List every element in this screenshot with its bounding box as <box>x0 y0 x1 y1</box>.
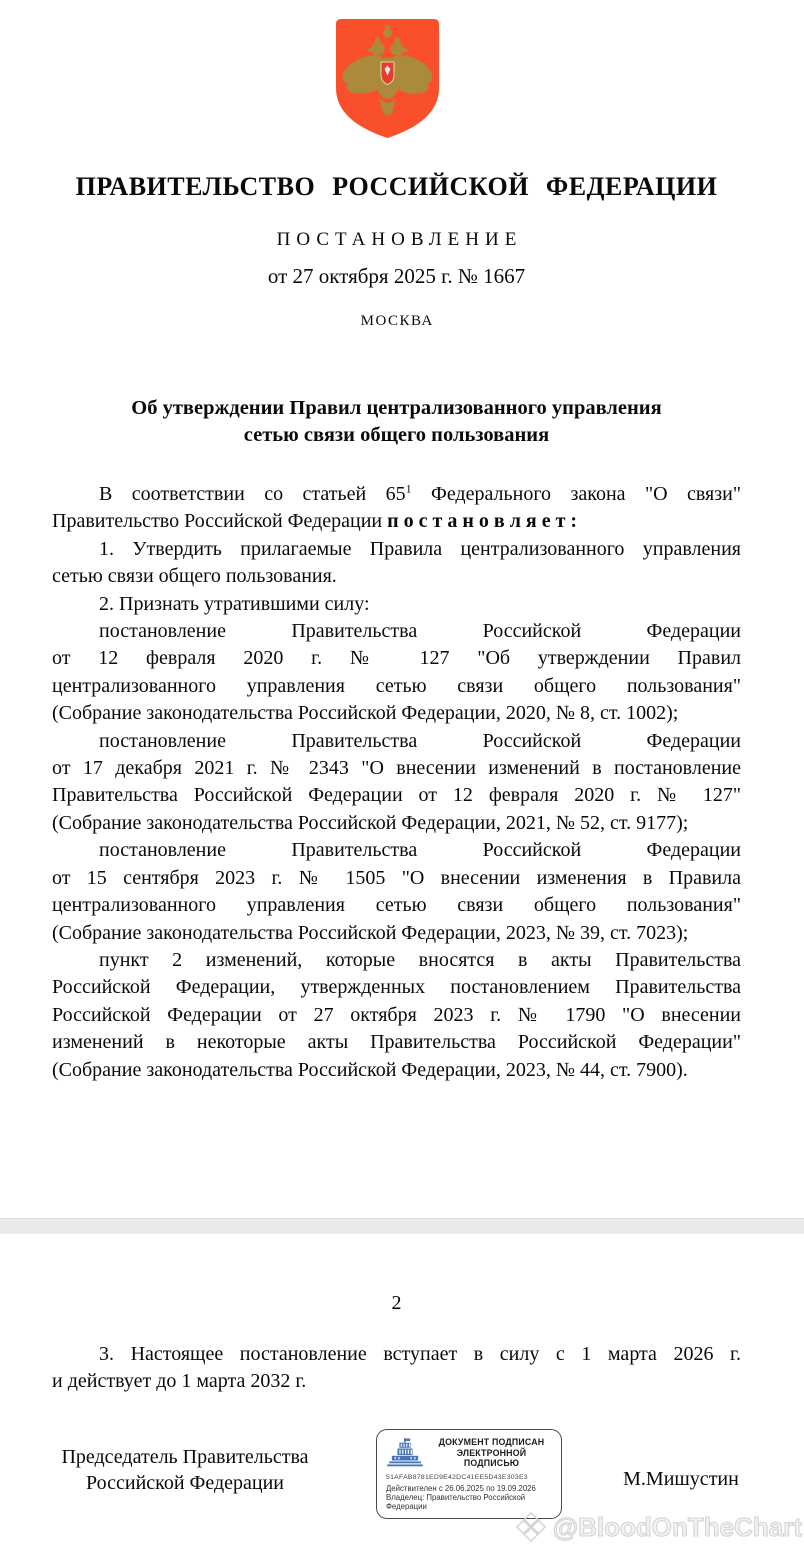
page-number: 2 <box>391 1292 402 1314</box>
government-building-icon <box>386 1438 424 1468</box>
paragraph-line <box>52 508 741 535</box>
digital-signature-stamp <box>376 1429 562 1519</box>
doc-type-label: ПОСТАНОВЛЕНИЕ <box>276 229 523 250</box>
footnote-superscript: 1 <box>405 481 412 496</box>
paragraph-line: Правительства Российской Федерации от 12 февраля 2020 г. № 127" <box>52 784 741 807</box>
diamond-icon <box>515 1511 547 1543</box>
paragraph-line: (Собрание законодательства Российской Федерации, 2020, № 8, ст. 1002); <box>52 702 679 725</box>
paragraph <box>52 591 741 618</box>
paragraph-line: Российской Федерации от 27 октября 2023 г. № 1790 "О внесении <box>52 1003 741 1026</box>
coat-of-arms-icon <box>335 18 440 140</box>
paragraph-line: централизованного управления сетью связи общего пользования" <box>52 894 741 917</box>
paragraph <box>52 837 741 947</box>
signer-name: М.Мишустин <box>623 1468 739 1490</box>
paragraph-line: постановление Правительства Российской Федерации <box>99 729 741 752</box>
paragraph-line: 1. Утвердить прилагаемые Правила централизованного управления <box>99 537 741 560</box>
paragraph-line: и действует до 1 марта 2032 г. <box>52 1370 307 1393</box>
document-title-line: Об утверждении Правил централизованного управления <box>131 397 662 419</box>
certificate-number: 51AFAB8781ED9E42DC41EE5D43E303E3 <box>386 1473 528 1481</box>
paragraph-line: (Собрание законодательства Российской Федерации, 2021, № 52, ст. 9177); <box>52 811 689 834</box>
paragraph <box>52 1341 741 1396</box>
signer-title <box>52 1444 318 1496</box>
preamble-text: Федерального закона "О связи" <box>411 483 742 505</box>
validity-period: Действителен с 26.06.2025 по 19.09.2026 <box>386 1483 536 1493</box>
watermark <box>515 1511 802 1543</box>
preamble-paragraph <box>52 481 741 536</box>
paragraph-line: 2. Признать утратившими силу: <box>99 592 370 615</box>
preamble-text: Правительство Российской Федерации <box>52 510 388 533</box>
paragraph-line <box>52 481 741 508</box>
paragraph-line: от 15 сентября 2023 г. № 1505 "О внесении изменения в Правила <box>52 866 741 889</box>
signer-title-line: Российской Федерации <box>85 1472 285 1494</box>
signer-title-line: Председатель Правительства <box>61 1446 309 1468</box>
paragraph-line: от 12 февраля 2020 г. № 127 "Об утверждении Правил <box>52 647 741 670</box>
preamble-text: В соответствии со статьей 65 <box>99 483 406 505</box>
city-label: МОСКВА <box>360 313 434 329</box>
paragraph <box>52 947 741 1084</box>
watermark-handle: @BloodOnTheChart <box>552 1511 802 1542</box>
paragraph <box>52 618 741 728</box>
org-name: ПРАВИТЕЛЬСТВО РОССИЙСКОЙ ФЕДЕРАЦИИ <box>75 172 718 201</box>
paragraph-line: сетью связи общего пользования. <box>52 565 337 588</box>
paragraph-line: пункт 2 изменений, которые вносятся в акты Правительства <box>99 948 741 971</box>
stamp-heading-line: ЭЛЕКТРОННОЙ ПОДПИСЬЮ <box>456 1447 527 1468</box>
document-title <box>52 395 741 449</box>
paragraph-line: централизованного управления сетью связи общего пользования" <box>52 674 741 697</box>
document-body <box>52 481 741 1084</box>
paragraph <box>52 536 741 591</box>
paragraph-line: 3. Настоящее постановление вступает в силу с 1 марта 2026 г. <box>99 1343 741 1365</box>
paragraph-line: постановление Правительства Российской Федерации <box>99 839 741 862</box>
stamp-heading <box>431 1437 552 1469</box>
page-separator <box>0 1218 804 1234</box>
resolves-keyword: п о с т а н о в л я е т : <box>387 510 578 533</box>
paragraph-line: (Собрание законодательства Российской Федерации, 2023, № 39, ст. 7023); <box>52 921 689 944</box>
document-title-line: сетью связи общего пользования <box>243 424 550 446</box>
paragraph-line: постановление Правительства Российской Федерации <box>99 620 741 643</box>
paragraph <box>52 728 741 838</box>
paragraph-line: от 17 декабря 2021 г. № 2343 "О внесении изменений в постановление <box>52 757 741 780</box>
stamp-heading-line: ДОКУМЕНТ ПОДПИСАН <box>438 1437 545 1447</box>
paragraph-line: Российской Федерации, утвержденных постановлением Правительства <box>52 976 741 999</box>
paragraph-line: изменений в некоторые акты Правительства Российской Федерации" <box>52 1031 741 1054</box>
paragraph-line: (Собрание законодательства Российской Федерации, 2023, № 44, ст. 7900). <box>52 1058 688 1081</box>
stamp-owner: Владелец: Правительство Российской Федерации <box>386 1492 526 1511</box>
date-number-line: от 27 октября 2025 г. № 1667 <box>267 264 526 288</box>
